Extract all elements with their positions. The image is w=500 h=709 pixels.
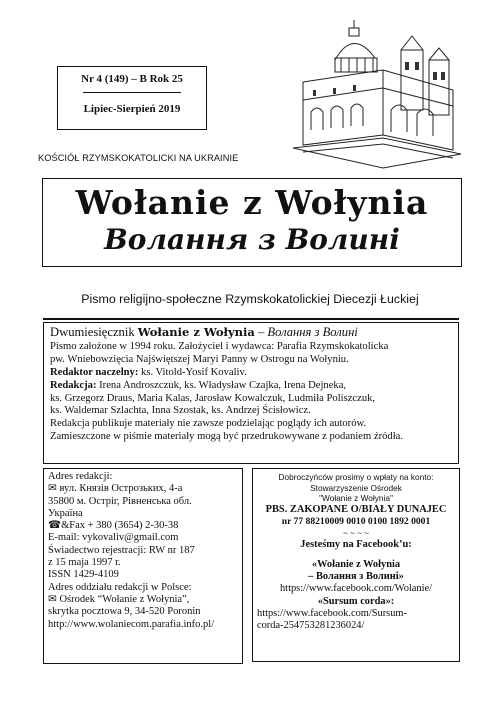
registration-line-1: Świadectwo rejestracji: RW nr 187 <box>48 544 195 556</box>
registration-line-2: z 15 maja 1997 r. <box>48 557 121 569</box>
staff-label: Redakcja: <box>50 379 97 391</box>
staff-line-1 <box>50 380 452 393</box>
intro-title-ukrainian: Волання з Волині <box>267 325 358 339</box>
phone-icon: ☎ <box>48 520 62 532</box>
facebook-page-1-link[interactable]: https://www.facebook.com/Wolanie/ <box>279 583 432 595</box>
intro-line <box>50 326 452 341</box>
spacer <box>257 551 455 559</box>
poland-office-line <box>48 594 238 606</box>
title-polish: Wołanie z Wołynia <box>75 183 429 222</box>
bank-account: nr 77 88210009 0010 0100 1892 0001 <box>281 515 431 527</box>
issue-number: Nr 4 (149) – B Rok 25 <box>81 73 183 85</box>
issue-date: Lipiec-Sierpień 2019 <box>83 103 181 115</box>
founded-line-2: pw. Wniebowzięcia Najświętszej Maryi Panny w Ostrogu na Wołyniu. <box>50 353 349 365</box>
editor-label: Redaktor naczelny: <box>50 366 139 378</box>
envelope-icon: ✉ <box>48 593 57 605</box>
poland-address-heading: Adres oddziału redakcji w Polsce: <box>48 581 192 593</box>
envelope-icon: ✉ <box>48 483 57 495</box>
facebook-page-2-title: «Sursum corda»: <box>317 595 395 607</box>
donation-line-3: "Wołanie z Wołynia" <box>319 493 393 504</box>
policy-line-1: Redakcja publikuje materiały nie zawsze podzielając poglądy ich autorów. <box>50 418 367 430</box>
staff-names-1: Irena Androszczuk, ks. Władysław Czajka, Irena Dejneka, <box>96 379 347 391</box>
facebook-page-2-link-2[interactable]: corda-254753281236024/ <box>257 620 365 631</box>
founded-line-1: Pismo założone w 1994 roku. Założyciel i wydawca: Parafia Rzymskokatolicka <box>50 340 389 352</box>
address-country: Україна <box>48 507 83 519</box>
website-link[interactable]: http://www.wolaniecom.parafia.info.pl/ <box>48 618 215 630</box>
facebook-heading: Jesteśmy na Facebook’u: <box>300 538 412 550</box>
title-ukrainian: Волання з Волині <box>104 223 400 256</box>
editor-name: ks. Vitold-Yosif Kovaliv. <box>138 366 247 378</box>
publication-subtitle: Pismo religijno-społeczne Rzymskokatolickiej Diecezji Łuckiej <box>81 292 419 306</box>
divider-line <box>43 318 459 320</box>
poland-postbox: skrytka pocztowa 9, 34-520 Poronin <box>48 606 201 618</box>
address-box <box>43 468 243 664</box>
address-street: вул. Князів Острозьких, 4-а <box>59 483 183 495</box>
church-caption: KOŚCIÓŁ RZYMSKOKATOLICKI NA UKRAINIE <box>38 153 239 163</box>
donations-box <box>252 468 460 662</box>
policy-line-2: Zamieszczone w piśmie materiały mogą być przedrukowywane z podaniem źródła. <box>50 431 403 443</box>
facebook-page-2-link-1[interactable]: https://www.facebook.com/Sursum- <box>257 607 407 619</box>
facebook-page-1-title-2: – Волання з Волині» <box>308 571 404 583</box>
staff-line-2: ks. Grzegorz Draus, Maria Kalas, Jarosław Kowalczuk, Ludmiła Poliszczuk, <box>50 392 376 404</box>
donation-line-1: Dobroczyńców prosimy o wpłaty na konto: <box>278 472 434 482</box>
intro-dash: – <box>254 325 268 339</box>
issue-divider <box>83 92 181 93</box>
editorial-info-box <box>43 322 459 464</box>
address-city: 35800 м. Острiг, Рiвненська обл. <box>48 495 192 507</box>
facebook-page-1-title-1: «Wołanie z Wołynia <box>311 558 401 570</box>
bank-name: PBS. ZAKOPANE O/BIAŁY DUNAJEC <box>265 503 447 515</box>
editor-line <box>50 367 452 380</box>
address-heading: Adres redakcji: <box>48 471 113 482</box>
intro-prefix: Dwumiesięcznik <box>50 325 138 339</box>
separator: ~ ~ ~ ~ <box>342 528 370 539</box>
phone-number: &Fax + 380 (3654) 2-30-38 <box>61 520 179 532</box>
issue-box <box>57 66 207 130</box>
phone-line <box>48 520 238 532</box>
church-illustration <box>283 20 463 170</box>
poland-office-name: Ośrodek “Wołanie z Wołynia”, <box>59 593 190 605</box>
staff-line-3: ks. Waldemar Szlachta, Inna Szostak, ks. Andrzej Ścisłowicz. <box>50 405 311 417</box>
masthead <box>42 178 462 267</box>
donation-line-2: Stowarzyszenie Ośrodek <box>310 482 402 493</box>
email-line: E-mail: vykovaliv@gmail.com <box>48 532 179 544</box>
address-street-line <box>48 483 238 495</box>
intro-title-polish: Wołanie z Wołynia <box>137 325 255 339</box>
issn-line: ISSN 1429-4109 <box>48 569 119 581</box>
